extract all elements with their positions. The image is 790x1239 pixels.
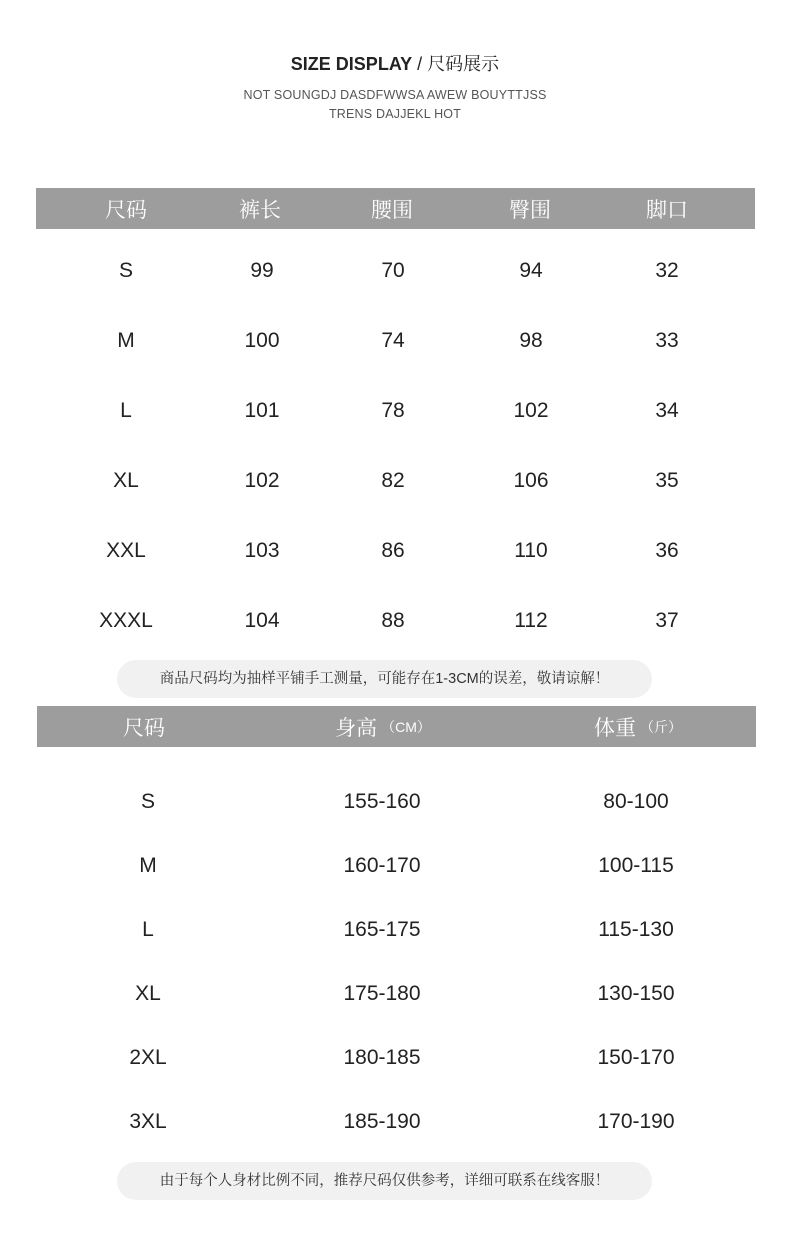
recommendation-table-header (37, 706, 756, 747)
size-cell: S (118, 259, 134, 282)
waist-cell: 86 (381, 539, 405, 562)
title-separator: / (412, 54, 428, 74)
height-cell: 185-190 (343, 1110, 421, 1133)
hem-cell: 36 (655, 539, 679, 562)
height-cell: 165-175 (343, 918, 421, 941)
weight-cell: 150-170 (597, 1046, 675, 1069)
table-row (0, 782, 790, 822)
col-header-height-unit: （CM） (381, 718, 431, 735)
pants-length-cell: 103 (244, 539, 280, 562)
col-header-hem: 脚口 (646, 198, 688, 222)
size-cell: 2XL (129, 1046, 167, 1069)
size-cell: XL (135, 982, 161, 1005)
hem-cell: 33 (655, 329, 679, 352)
table-row (0, 910, 790, 950)
recommendation-disclaimer: 由于每个人身材比例不同，推荐尺码仅供参考，详细可联系在线客服！ (117, 1162, 652, 1200)
size-cell: XXXL (99, 609, 153, 632)
subtitle-line-1: NOT SOUNGDJ DASDFWWSA AWEW BOUYTTJSS (243, 88, 547, 102)
weight-cell: 115-130 (598, 918, 674, 941)
col-header-weight-label: 体重 (594, 716, 636, 740)
measurement-table-header (36, 188, 755, 229)
table-row (0, 1038, 790, 1078)
hem-cell: 37 (655, 609, 679, 632)
col-header-height (335, 706, 431, 747)
col-header-weight (594, 706, 682, 747)
height-cell: 175-180 (343, 982, 421, 1005)
col-header-pants-length: 裤长 (239, 198, 281, 222)
size-cell: L (120, 399, 132, 422)
hip-cell: 106 (513, 469, 549, 492)
pants-length-cell: 104 (244, 609, 280, 632)
hip-cell: 94 (519, 259, 543, 282)
col-header-size: 尺码 (105, 198, 147, 222)
weight-cell: 130-150 (597, 982, 675, 1005)
hem-cell: 34 (655, 399, 679, 422)
table-row (0, 1102, 790, 1142)
waist-cell: 82 (381, 469, 405, 492)
size-cell: M (117, 329, 135, 352)
weight-cell: 100-115 (598, 854, 674, 877)
pants-length-cell: 102 (244, 469, 280, 492)
size-cell: M (139, 854, 157, 877)
col-header-height-label: 身高 (335, 716, 378, 740)
pants-length-cell: 99 (250, 259, 274, 282)
size-cell: L (142, 918, 154, 941)
waist-cell: 70 (381, 259, 405, 282)
hip-cell: 112 (514, 609, 548, 632)
col-header-waist: 腰围 (371, 198, 413, 222)
table-row (0, 461, 790, 501)
measurement-disclaimer: 商品尺码均为抽样平铺手工测量，可能存在1-3CM的误差，敬请谅解！ (117, 660, 652, 698)
table-row (0, 251, 790, 291)
waist-cell: 88 (381, 609, 405, 632)
hip-cell: 98 (519, 329, 543, 352)
waist-cell: 74 (381, 329, 405, 352)
height-cell: 160-170 (343, 854, 421, 877)
title-english: SIZE DISPLAY (290, 54, 413, 74)
pants-length-cell: 100 (244, 329, 280, 352)
height-cell: 155-160 (343, 790, 421, 813)
title-chinese: 尺码展示 (427, 54, 500, 74)
subtitle-line-2: TRENS DAJJEKL HOT (328, 107, 462, 121)
col-header-hip: 臀围 (509, 198, 551, 222)
height-cell: 180-185 (343, 1046, 421, 1069)
table-row (0, 391, 790, 431)
waist-cell: 78 (381, 399, 405, 422)
table-row (0, 846, 790, 886)
hem-cell: 32 (655, 259, 679, 282)
size-cell: XL (113, 469, 139, 492)
page-title (0, 50, 790, 76)
table-row (0, 601, 790, 641)
weight-cell: 170-190 (597, 1110, 675, 1133)
col-header-weight-unit: （斤） (640, 718, 682, 735)
hip-cell: 102 (513, 399, 549, 422)
table-row (0, 974, 790, 1014)
hem-cell: 35 (655, 469, 679, 492)
size-cell: XXL (106, 539, 146, 562)
col-header-size-2: 尺码 (123, 716, 165, 740)
hip-cell: 110 (514, 539, 548, 562)
size-cell: S (140, 790, 156, 813)
weight-cell: 80-100 (603, 790, 669, 813)
size-cell: 3XL (129, 1110, 167, 1133)
table-row (0, 321, 790, 361)
table-row (0, 531, 790, 571)
pants-length-cell: 101 (244, 399, 280, 422)
